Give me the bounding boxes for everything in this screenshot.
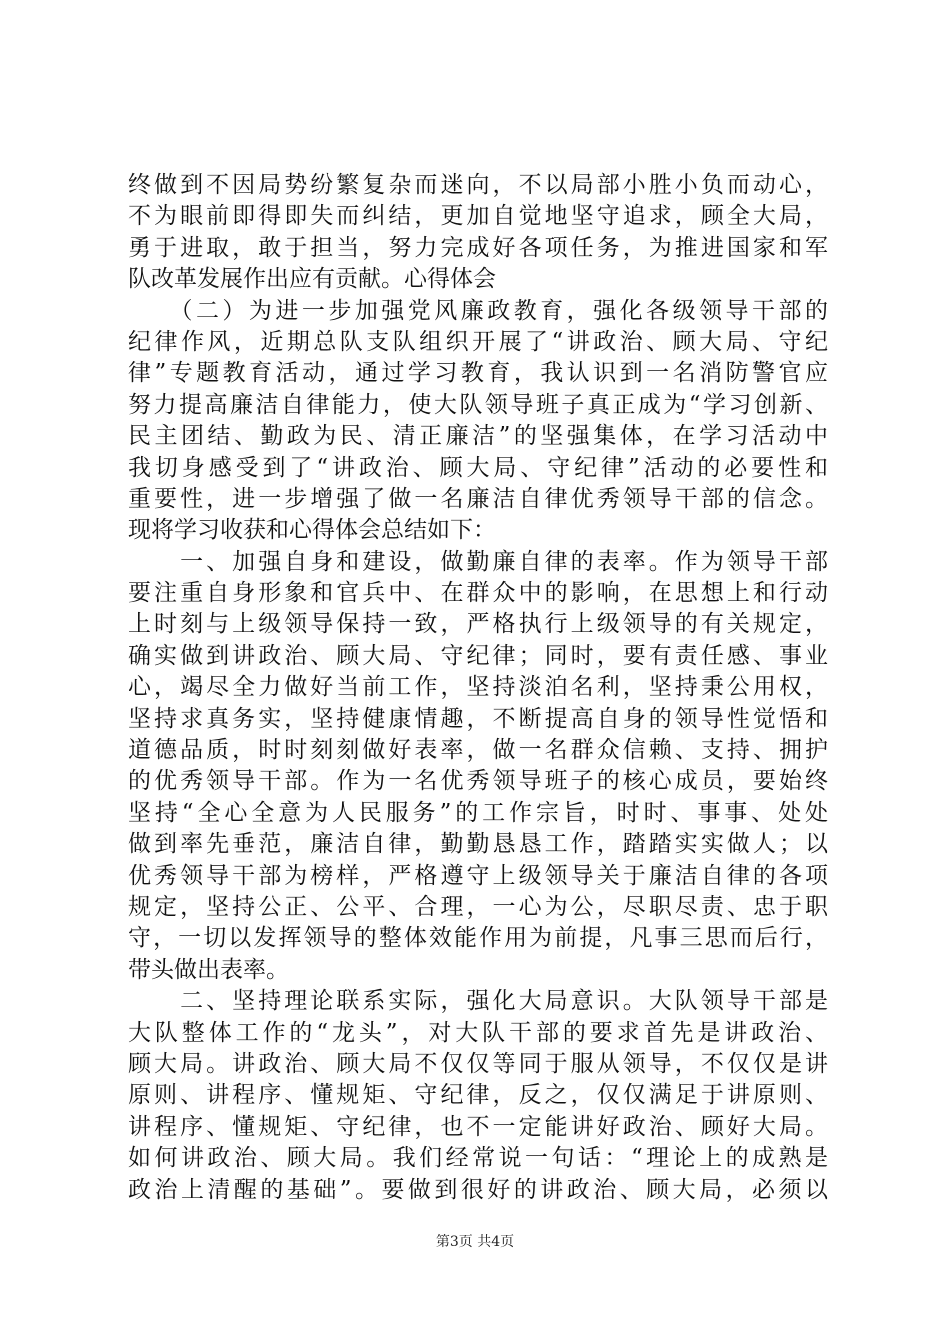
text-line: 坚持“全心全意为人民服务”的工作宗旨，时时、事事、处处 <box>128 799 828 826</box>
text-line: 如何讲政治、顾大局。我们经常说一句话：“理论上的成熟是 <box>128 1145 828 1172</box>
text-line: 确实做到讲政治、顾大局、守纪律；同时，要有责任感、事业 <box>128 642 828 669</box>
text-line: 二、坚持理论联系实际，强化大局意识。大队领导干部是 <box>128 988 828 1015</box>
text-line: （二）为进一步加强党风廉政教育，强化各级领导干部的 <box>128 297 828 324</box>
text-line: 律”专题教育活动，通过学习教育，我认识到一名消防警官应 <box>128 360 828 387</box>
text-line: 坚持求真务实，坚持健康情趣，不断提高自身的领导性觉悟和 <box>128 705 828 732</box>
text-line: 不为眼前即得即失而纠结，更加自觉地坚守追求，顾全大局， <box>128 203 828 230</box>
text-line: 做到率先垂范，廉洁自律，勤勤恳恳工作，踏踏实实做人；以 <box>128 831 828 858</box>
text-line: 我切身感受到了“讲政治、顾大局、守纪律”活动的必要性和 <box>128 454 828 481</box>
document-body <box>128 170 828 1206</box>
text-line: 的优秀领导干部。作为一名优秀领导班子的核心成员，要始终 <box>128 768 828 795</box>
text-line: 规定，坚持公正、公平、合理，一心为公，尽职尽责、忠于职 <box>128 893 828 920</box>
text-line: 优秀领导干部为榜样，严格遵守上级领导关于廉洁自律的各项 <box>128 862 828 889</box>
text-line: 重要性，进一步增强了做一名廉洁自律优秀领导干部的信念。 <box>128 485 828 512</box>
text-line: 带头做出表率。 <box>128 956 289 983</box>
text-line: 讲程序、懂规矩、守纪律，也不一定能讲好政治、顾好大局。 <box>128 1113 828 1140</box>
text-line: 现将学习收获和心得体会总结如下： <box>128 517 496 544</box>
text-line: 一、加强自身和建设，做勤廉自律的表率。作为领导干部 <box>128 548 828 575</box>
text-line: 终做到不因局势纷繁复杂而迷向，不以局部小胜小负而动心， <box>128 172 828 198</box>
page-number-footer: 第3页 共4页 <box>435 1234 515 1250</box>
text-line: 顾大局。讲政治、顾大局不仅仅等同于服从领导，不仅仅是讲 <box>128 1050 828 1077</box>
text-line: 队改革发展作出应有贡献。心得体会 <box>128 266 496 293</box>
text-line: 原则、讲程序、懂规矩、守纪律，反之，仅仅满足于讲原则、 <box>128 1082 828 1109</box>
text-line: 努力提高廉洁自律能力，使大队领导班子真正成为“学习创新、 <box>128 391 828 418</box>
text-line: 政治上清醒的基础”。要做到很好的讲政治、顾大局，必须以 <box>128 1176 828 1203</box>
text-line: 心，竭尽全力做好当前工作，坚持淡泊名利，坚持秉公用权， <box>128 674 828 701</box>
text-line: 民主团结、勤政为民、清正廉洁”的坚强集体，在学习活动中 <box>128 423 828 450</box>
text-line: 道德品质，时时刻刻做好表率，做一名群众信赖、支持、拥护 <box>128 737 828 764</box>
text-line: 要注重自身形象和官兵中、在群众中的影响，在思想上和行动 <box>128 580 828 607</box>
text-line: 上时刻与上级领导保持一致，严格执行上级领导的有关规定， <box>128 611 828 638</box>
text-line: 守，一切以发挥领导的整体效能作用为前提，凡事三思而后行， <box>128 925 828 952</box>
text-line: 勇于进取，敢于担当，努力完成好各项任务，为推进国家和军 <box>128 234 828 261</box>
text-line: 纪律作风，近期总队支队组织开展了“讲政治、顾大局、守纪 <box>128 328 828 355</box>
text-line: 大队整体工作的“龙头”，对大队干部的要求首先是讲政治、 <box>128 1019 828 1046</box>
